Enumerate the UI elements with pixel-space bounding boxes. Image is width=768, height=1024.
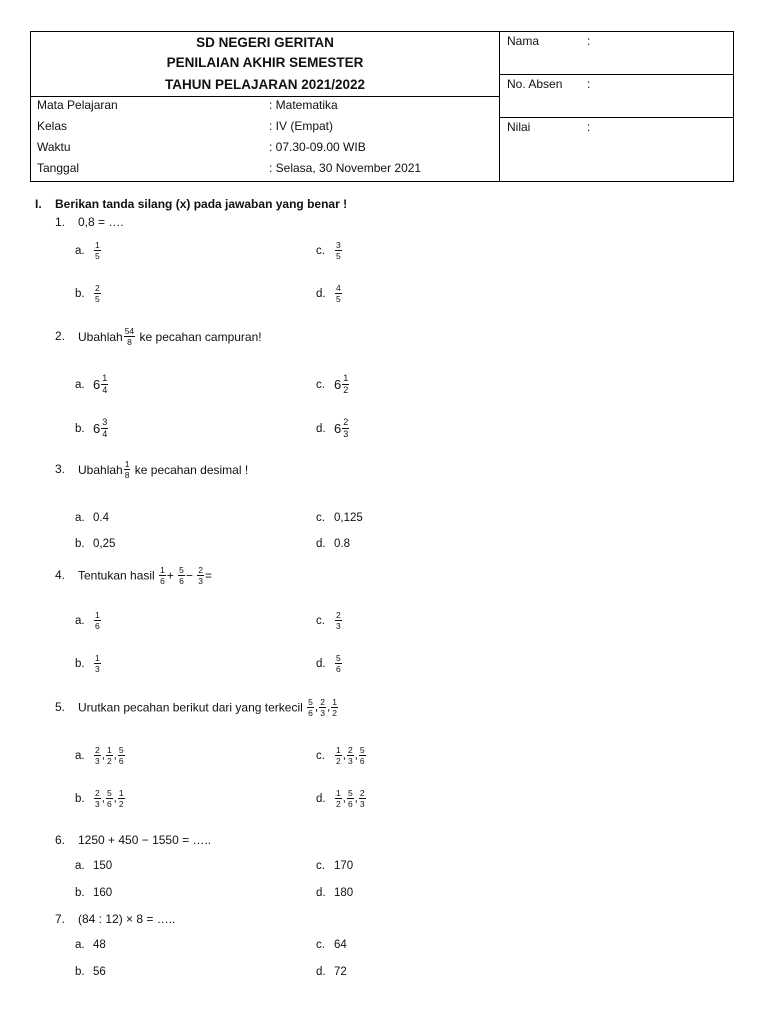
q3-option-a[interactable] (75, 512, 109, 524)
fraction: $\frac{1}{4}$ (102, 373, 108, 395)
fraction: $\frac{5}{6}$ (336, 653, 341, 674)
option-letter: d. (316, 422, 326, 435)
option-value: 0.4 (93, 512, 109, 524)
option-letter: c. (316, 614, 325, 627)
question-number: 1. (55, 215, 66, 229)
option-letter: b. (75, 966, 85, 978)
option-letter: b. (75, 538, 85, 550)
q7-option-c[interactable] (316, 939, 347, 951)
side-label-score: Nilai (507, 120, 531, 134)
fraction: $\frac{1}{2}$ (332, 697, 338, 718)
side-divider-2 (499, 117, 733, 118)
question-2 (55, 326, 262, 347)
question-number: 2. (55, 329, 66, 343)
question-number: 5. (55, 699, 66, 714)
question-3 (55, 459, 248, 480)
fraction: $\frac{2}{3}$ (320, 697, 325, 718)
q2-option-d[interactable]: d. 6 $\frac{2}{3}$ (316, 417, 349, 439)
question-text: Tentukan hasil (78, 568, 155, 583)
option-value: 180 (334, 887, 354, 899)
meta-value-time: : 07.30-09.00 WIB (269, 140, 366, 154)
q1-option-a[interactable] (75, 240, 102, 261)
option-letter: c. (316, 244, 325, 257)
option-letter: c. (316, 378, 325, 391)
fraction: $\frac{1}{2}$ (343, 373, 349, 395)
option-value: 0.8 (334, 538, 350, 550)
option-value: 0,125 (334, 512, 363, 524)
option-value: 170 (334, 860, 354, 872)
option-value: 150 (93, 860, 113, 872)
meta-value-date: : Selasa, 30 November 2021 (269, 161, 422, 175)
fraction: $\frac{54}{8}$ (124, 326, 135, 347)
option-value: 72 (334, 966, 347, 978)
question-5: 5. Urutkan pecahan berikut dari yang terkecil $\frac{5}{6}$ , $\frac{2}{3}$ , $\frac{1}{2}$ (55, 697, 338, 718)
option-letter: a. (75, 512, 85, 524)
meta-label-subject: Mata Pelajaran (37, 98, 118, 112)
option-letter: d. (316, 657, 326, 670)
question-1 (55, 215, 124, 229)
option-letter: c. (316, 749, 325, 762)
fraction: $\frac{2}{3}$ (343, 417, 349, 439)
question-4 (55, 565, 212, 586)
q6-option-b[interactable] (75, 887, 112, 899)
section-number: I. (35, 197, 42, 211)
option-value: 48 (93, 939, 106, 951)
option-letter: b. (75, 287, 85, 300)
option-letter: d. (316, 887, 326, 899)
q7-option-d[interactable] (316, 966, 347, 978)
exam-title: PENILAIAN AKHIR SEMESTER (166, 55, 364, 70)
meta-value-subject: : Matematika (269, 98, 338, 112)
option-letter: d. (316, 287, 326, 300)
meta-label-class: Kelas (37, 119, 68, 133)
q6-option-c[interactable] (316, 860, 353, 872)
option-letter: d. (316, 538, 326, 550)
fraction: $\frac{5}{6}$ (308, 697, 313, 718)
header-divider-vertical (499, 32, 500, 181)
q2-option-b[interactable]: b. 6 $\frac{3}{4}$ (75, 417, 108, 439)
q4-option-c[interactable] (316, 610, 343, 631)
q1-option-b[interactable] (75, 283, 102, 304)
option-letter: a. (75, 749, 85, 762)
side-colon-absen: : (587, 77, 591, 91)
option-letter: b. (75, 887, 85, 899)
fraction: $\frac{2}{3}$ (336, 610, 341, 631)
q7-option-b[interactable] (75, 966, 106, 978)
option-value: 160 (93, 887, 113, 899)
question-text: Ubahlah (78, 462, 123, 477)
side-label-absen: No. Absen (507, 77, 563, 91)
fraction: $\frac{1}{3}$ (95, 653, 100, 674)
option-letter: c. (316, 512, 325, 524)
fraction: $\frac{4}{5}$ (336, 283, 341, 304)
option-letter: d. (316, 966, 326, 978)
q3-option-b[interactable] (75, 538, 115, 550)
q2-option-a[interactable]: a. 6 $\frac{1}{4}$ (75, 373, 108, 395)
header-divider (31, 96, 499, 97)
question-text-2: ke pecahan campuran! (139, 329, 262, 344)
question-7 (55, 912, 175, 926)
option-value: 56 (93, 966, 106, 978)
q3-option-d[interactable] (316, 538, 350, 550)
meta-value-class: : IV (Empat) (269, 119, 334, 133)
question-6 (55, 833, 211, 847)
option-letter: a. (75, 378, 85, 391)
side-divider-1 (499, 74, 733, 75)
q3-option-c[interactable] (316, 512, 363, 524)
side-label-name: Nama (507, 34, 540, 48)
minus-sign: − (185, 568, 193, 583)
meta-label-date: Tanggal (37, 161, 80, 175)
q5-option-a[interactable]: a. $\frac{2}{3}$ , $\frac{1}{2}$ , $\frac{5}{6}$ (75, 745, 124, 766)
option-letter: b. (75, 792, 85, 805)
option-letter: c. (316, 939, 325, 951)
fraction: $\frac{2}{5}$ (95, 283, 100, 304)
option-letter: b. (75, 657, 85, 670)
fraction: $\frac{1}{5}$ (95, 240, 100, 261)
section-text: Berikan tanda silang (x) pada jawaban yang benar ! (55, 197, 348, 211)
q4-option-d[interactable] (316, 653, 343, 674)
section-instruction (35, 197, 347, 211)
q5-option-b[interactable]: b. $\frac{2}{3}$ , $\frac{5}{6}$ , $\frac{1}{2}$ (75, 788, 124, 809)
option-letter: b. (75, 422, 85, 435)
fraction: $\frac{1}{6}$ (160, 565, 165, 586)
q1-option-c[interactable] (316, 240, 343, 261)
option-letter: c. (316, 860, 325, 872)
question-text: Urutkan pecahan berikut dari yang terkecil (78, 700, 303, 715)
header-box (30, 31, 734, 182)
fraction: $\frac{1}{6}$ (95, 610, 100, 631)
plus-sign: + (166, 568, 174, 583)
side-colon-score: : (587, 120, 591, 134)
option-value: 0,25 (93, 538, 116, 550)
fraction: $\frac{5}{6}$ (179, 565, 184, 586)
option-letter: a. (75, 614, 85, 627)
q4-option-a[interactable] (75, 610, 102, 631)
q4-option-b[interactable] (75, 653, 102, 674)
q6-option-a[interactable] (75, 860, 112, 872)
question-text: (84 : 12) × 8 = ….. (78, 912, 176, 926)
question-text: 1250 + 450 − 1550 = ….. (78, 833, 212, 847)
fraction: $\frac{2}{3}$ (198, 565, 203, 586)
q7-option-a[interactable] (75, 939, 106, 951)
question-number: 6. (55, 833, 66, 847)
question-text: Ubahlah (78, 329, 123, 344)
question-number: 7. (55, 912, 66, 926)
fraction: $\frac{3}{5}$ (336, 240, 341, 261)
option-letter: a. (75, 244, 85, 257)
school-year: TAHUN PELAJARAN 2021/2022 (164, 77, 366, 92)
q1-option-d[interactable] (316, 283, 343, 304)
question-text: 0,8 = …. (78, 215, 124, 229)
option-letter: d. (316, 792, 326, 805)
option-value: 64 (334, 939, 347, 951)
fraction: $\frac{1}{8}$ (124, 459, 130, 480)
equals-sign: = (204, 568, 212, 583)
meta-label-time: Waktu (37, 140, 71, 154)
question-number: 4. (55, 567, 66, 582)
option-letter: a. (75, 860, 85, 872)
question-text-2: ke pecahan desimal ! (134, 462, 249, 477)
q6-option-d[interactable] (316, 887, 353, 899)
q5-option-c[interactable]: c. $\frac{1}{2}$ , $\frac{2}{3}$ , $\frac{5}{6}$ (316, 745, 365, 766)
q2-option-c[interactable]: c. 6 $\frac{1}{2}$ (316, 373, 349, 395)
school-name: SD NEGERI GERITAN (196, 35, 334, 50)
q5-option-d[interactable]: d. $\frac{1}{2}$ , $\frac{5}{6}$ , $\frac{2}{3}$ (316, 788, 365, 809)
option-letter: a. (75, 939, 85, 951)
question-number: 3. (55, 462, 66, 476)
side-colon-name: : (587, 34, 591, 48)
fraction: $\frac{3}{4}$ (102, 417, 108, 439)
